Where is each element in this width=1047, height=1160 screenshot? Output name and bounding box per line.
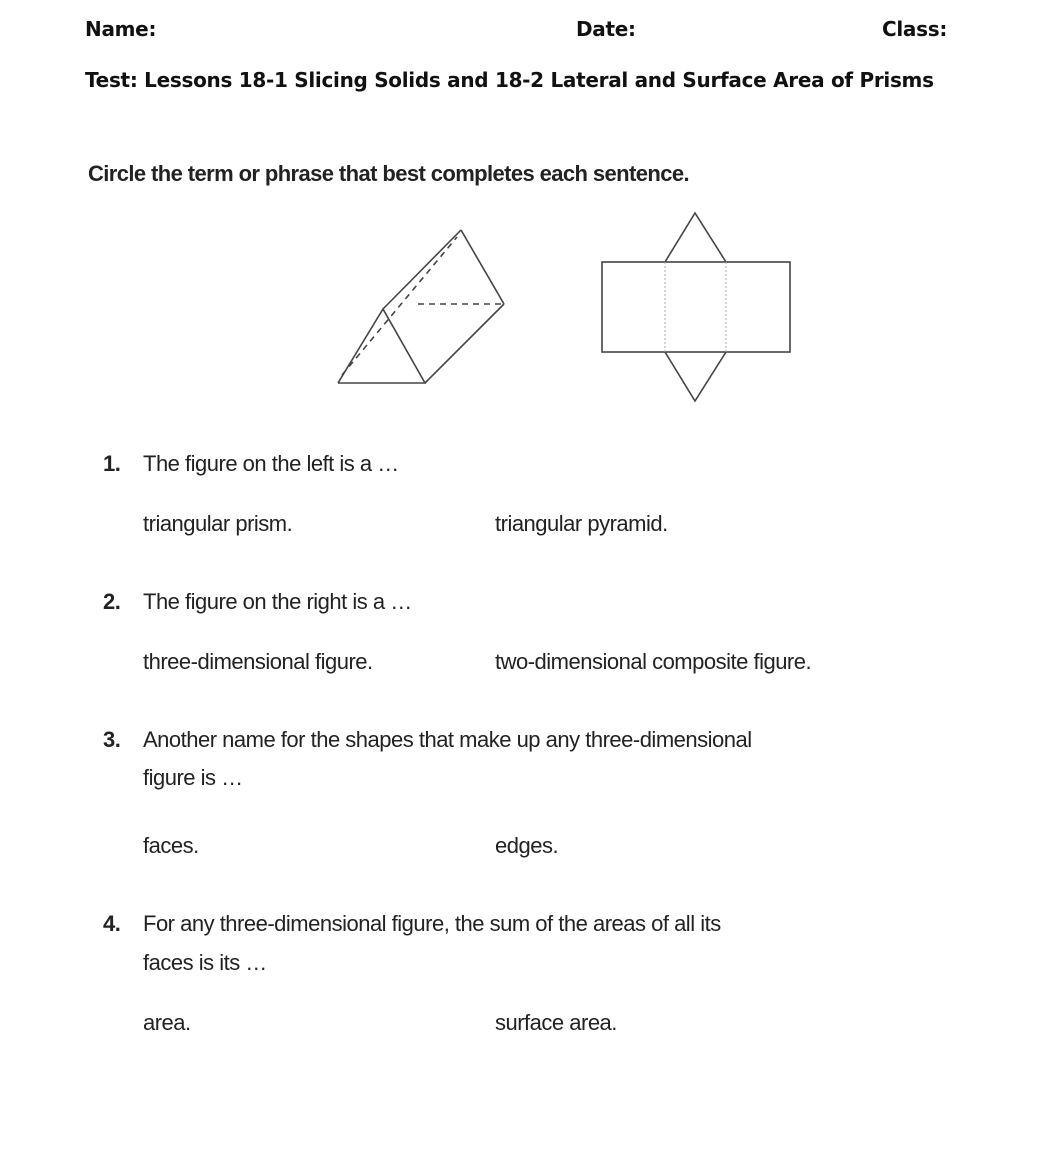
- question-text-line-1: For any three-dimensional figure, the sum of the areas of all its: [143, 911, 721, 936]
- class-label: Class:: [882, 17, 948, 41]
- option-b[interactable]: two-dimensional composite figure.: [495, 649, 812, 674]
- question-text: The figure on the left is a …: [143, 451, 399, 476]
- question-number: 2.: [103, 589, 121, 614]
- option-a[interactable]: three-dimensional figure.: [143, 649, 373, 674]
- test-title: Test: Lessons 18-1 Slicing Solids and 18-2 Lateral and Surface Area of Prisms: [85, 68, 934, 92]
- question-text-line-1: Another name for the shapes that make up any three-dimensional: [143, 727, 752, 752]
- question-number: 4.: [103, 911, 121, 936]
- option-a[interactable]: faces.: [143, 833, 199, 858]
- triangular-prism-net-figure: [602, 213, 790, 401]
- option-b[interactable]: edges.: [495, 833, 559, 858]
- triangular-prism-figure: [338, 230, 504, 383]
- question-text: The figure on the right is a …: [143, 589, 412, 614]
- instructions: Circle the term or phrase that best completes each sentence.: [88, 161, 690, 186]
- question-number: 1.: [103, 451, 121, 476]
- option-a[interactable]: triangular prism.: [143, 511, 293, 536]
- option-b[interactable]: triangular pyramid.: [495, 511, 668, 536]
- option-a[interactable]: area.: [143, 1010, 191, 1035]
- question-number: 3.: [103, 727, 121, 752]
- question-text-line-2: figure is …: [143, 765, 243, 790]
- question-text-line-2: faces is its …: [143, 950, 267, 975]
- date-label: Date:: [576, 17, 636, 41]
- option-b[interactable]: surface area.: [495, 1010, 617, 1035]
- name-label: Name:: [85, 17, 157, 41]
